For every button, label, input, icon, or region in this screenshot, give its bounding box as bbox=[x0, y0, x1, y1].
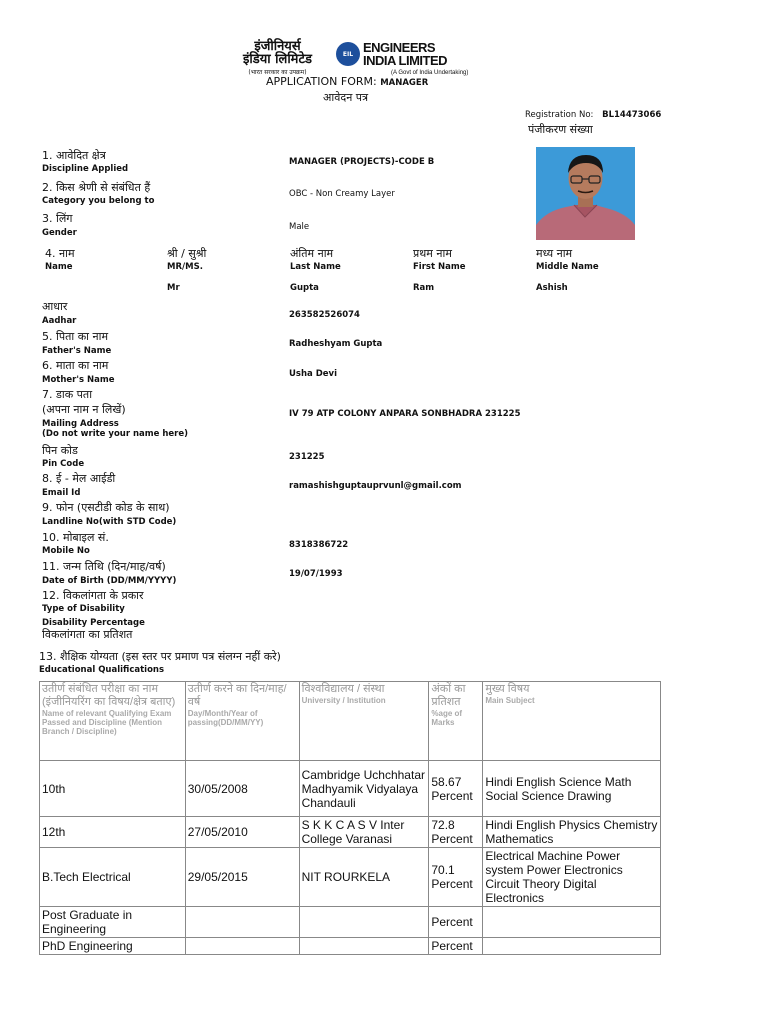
education-title-hindi: 13. शैक्षिक योग्यता (इस स्तर पर प्रमाण पत्र संलग्न नहीं करे) bbox=[39, 650, 281, 663]
header-percent-english: %age of Marks bbox=[431, 709, 463, 727]
header-institution-hindi: विश्वविद्यालय / संस्था bbox=[301, 683, 385, 695]
email-value: ramashishguptauprvunl@gmail.com bbox=[289, 481, 462, 491]
registration-value: BL14473066 bbox=[602, 110, 662, 120]
mobile-value: 8318386722 bbox=[289, 540, 349, 550]
header-subjects bbox=[483, 682, 661, 761]
name-label: Name bbox=[45, 262, 73, 272]
percent-cell: 70.1 Percent bbox=[429, 848, 483, 907]
address-label: Mailing Address bbox=[42, 419, 119, 429]
logo-english-line1: ENGINEERS bbox=[363, 40, 436, 55]
category-label-hindi: 2. किस श्रेणी से संबंधित हैं bbox=[42, 181, 151, 194]
last-name-value: Gupta bbox=[290, 283, 319, 293]
education-title: Educational Qualifications bbox=[39, 665, 165, 675]
dob-value: 19/07/1993 bbox=[289, 569, 343, 579]
address-note-hindi: (अपना नाम न लिखें) bbox=[42, 403, 126, 416]
form-title bbox=[266, 75, 428, 88]
date-cell bbox=[185, 907, 299, 938]
subjects-cell bbox=[483, 907, 661, 938]
category-value: OBC - Non Creamy Layer bbox=[289, 189, 395, 199]
header-date-hindi: उतीर्ण करने का दिन/माह/वर्ष bbox=[187, 683, 287, 708]
logo-english-line2: INDIA LIMITED bbox=[363, 53, 448, 68]
form-title-hindi: आवेदन पत्र bbox=[323, 91, 369, 104]
header-exam-hindi: उतीर्ण संबंधित परीक्षा का नाम (इंजीनियरिंग का विषय/क्षेत्र बताए) bbox=[42, 683, 176, 708]
middle-name-label: Middle Name bbox=[536, 262, 599, 272]
institution-cell: Cambridge Uchchhatar Madhyamik Vidyalaya Chandauli bbox=[299, 761, 429, 817]
institution-cell bbox=[299, 938, 429, 955]
middle-name-value: Ashish bbox=[536, 283, 568, 293]
mobile-label-hindi: 10. मोबाइल सं. bbox=[42, 531, 109, 544]
logo-hindi bbox=[243, 40, 312, 79]
email-label-hindi: 8. ई - मेल आईडी bbox=[42, 472, 116, 485]
header-institution bbox=[299, 682, 429, 761]
father-label: Father's Name bbox=[42, 346, 112, 356]
last-name-label-hindi: अंतिम नाम bbox=[290, 247, 334, 260]
exam-cell: PhD Engineering bbox=[40, 938, 186, 955]
institution-cell: NIT ROURKELA bbox=[299, 848, 429, 907]
name-label-hindi: 4. नाम bbox=[45, 247, 75, 260]
discipline-label: Discipline Applied bbox=[42, 164, 129, 174]
gender-label: Gender bbox=[42, 228, 77, 238]
percent-cell: Percent bbox=[429, 938, 483, 955]
pin-label: Pin Code bbox=[42, 459, 85, 469]
father-label-hindi: 5. पिता का नाम bbox=[42, 330, 109, 343]
header-exam bbox=[40, 682, 186, 761]
subjects-cell: Hindi English Science Math Social Science Drawing bbox=[483, 761, 661, 817]
header-date bbox=[185, 682, 299, 761]
address-value: IV 79 ATP COLONY ANPARA SONBHADRA 231225 bbox=[289, 409, 521, 419]
subjects-cell bbox=[483, 938, 661, 955]
gender-label-hindi: 3. लिंग bbox=[42, 212, 73, 225]
disability-percentage-label: Disability Percentage bbox=[42, 618, 145, 628]
form-title-post: MANAGER bbox=[380, 78, 429, 88]
institution-cell: S K K C A S V Inter College Varanasi bbox=[299, 817, 429, 848]
table-row bbox=[40, 817, 661, 848]
header-exam-english: Name of relevant Qualifying Exam Passed and Discipline (Mention Branch / Discipline) bbox=[42, 709, 172, 736]
header-percent-hindi: अंकों का प्रतिशत bbox=[431, 683, 466, 708]
discipline-label-hindi: 1. आवेदित क्षेत्र bbox=[42, 149, 106, 162]
company-logo-icon: EIL bbox=[336, 42, 360, 66]
father-value: Radheshyam Gupta bbox=[289, 339, 383, 349]
mother-label-hindi: 6. माता का नाम bbox=[42, 359, 109, 372]
table-row bbox=[40, 907, 661, 938]
applicant-photo bbox=[536, 147, 635, 240]
address-note: (Do not write your name here) bbox=[42, 429, 189, 439]
email-label: Email Id bbox=[42, 488, 81, 498]
institution-cell bbox=[299, 907, 429, 938]
subjects-cell: Hindi English Physics Chemistry Mathematics bbox=[483, 817, 661, 848]
logo-hindi-line1: इंजीनियर्स bbox=[254, 39, 301, 54]
pin-value: 231225 bbox=[289, 452, 325, 462]
middle-name-label-hindi: मध्य नाम bbox=[536, 247, 573, 260]
table-row bbox=[40, 761, 661, 817]
subjects-cell: Electrical Machine Power system Power Electronics Circuit Theory Digital Electronics bbox=[483, 848, 661, 907]
education-table bbox=[39, 681, 661, 955]
dob-label-hindi: 11. जन्म तिथि (दिन/माह/वर्ष) bbox=[42, 560, 166, 573]
disability-label-hindi: 12. विकलांगता के प्रकार bbox=[42, 589, 144, 602]
aadhar-label-hindi: आधार bbox=[42, 300, 68, 313]
logo-hindi-line2: इंडिया लिमिटेड bbox=[243, 52, 312, 67]
table-row bbox=[40, 848, 661, 907]
percent-cell: Percent bbox=[429, 907, 483, 938]
logo-hindi-tag: (भारत सरकार का उपक्रम) bbox=[248, 69, 307, 76]
registration-label: Registration No: bbox=[525, 110, 594, 120]
aadhar-value: 263582526074 bbox=[289, 310, 360, 320]
gender-value: Male bbox=[289, 222, 310, 232]
exam-cell: 10th bbox=[40, 761, 186, 817]
disability-type-label: Type of Disability bbox=[42, 604, 125, 614]
mother-value: Usha Devi bbox=[289, 369, 337, 379]
last-name-label: Last Name bbox=[290, 262, 341, 272]
date-cell: 30/05/2008 bbox=[185, 761, 299, 817]
exam-cell: Post Graduate in Engineering bbox=[40, 907, 186, 938]
education-header-row bbox=[40, 682, 661, 761]
first-name-value: Ram bbox=[413, 283, 435, 293]
title-value: Mr bbox=[167, 283, 180, 293]
table-row bbox=[40, 938, 661, 955]
exam-cell: B.Tech Electrical bbox=[40, 848, 186, 907]
percent-cell: 58.67 Percent bbox=[429, 761, 483, 817]
date-cell: 29/05/2015 bbox=[185, 848, 299, 907]
percent-cell: 72.8 Percent bbox=[429, 817, 483, 848]
registration-label-hindi: पंजीकरण संख्या bbox=[528, 123, 593, 136]
date-cell bbox=[185, 938, 299, 955]
exam-cell: 12th bbox=[40, 817, 186, 848]
date-cell: 27/05/2010 bbox=[185, 817, 299, 848]
discipline-value: MANAGER (PROJECTS)-CODE B bbox=[289, 157, 435, 167]
aadhar-label: Aadhar bbox=[42, 316, 77, 326]
address-label-hindi: 7. डाक पता bbox=[42, 388, 93, 401]
title-label: MR/MS. bbox=[167, 262, 203, 272]
disability-percentage-label-hindi: विकलांगता का प्रतिशत bbox=[42, 628, 133, 641]
registration-number bbox=[525, 110, 661, 120]
header-date-english: Day/Month/Year of passing(DD/MM/YY) bbox=[187, 709, 264, 727]
header-subjects-hindi: मुख्य विषय bbox=[485, 683, 530, 695]
mother-label: Mother's Name bbox=[42, 375, 115, 385]
landline-label: Landline No(with STD Code) bbox=[42, 517, 177, 527]
dob-label: Date of Birth (DD/MM/YYYY) bbox=[42, 576, 177, 586]
category-label: Category you belong to bbox=[42, 196, 155, 206]
landline-label-hindi: 9. फोन (एसटीडी कोड के साथ) bbox=[42, 501, 170, 514]
form-title-prefix: APPLICATION FORM: bbox=[266, 75, 377, 88]
pin-label-hindi: पिन कोड bbox=[42, 444, 78, 457]
title-label-hindi: श्री / सुश्री bbox=[167, 247, 207, 260]
header-institution-english: University / Institution bbox=[301, 696, 386, 705]
header-subjects-english: Main Subject bbox=[485, 696, 535, 705]
first-name-label: First Name bbox=[413, 262, 466, 272]
mobile-label: Mobile No bbox=[42, 546, 90, 556]
header-percent bbox=[429, 682, 483, 761]
logo-english-tag: (A Govt of India Undertaking) bbox=[391, 70, 469, 76]
first-name-label-hindi: प्रथम नाम bbox=[413, 247, 452, 260]
